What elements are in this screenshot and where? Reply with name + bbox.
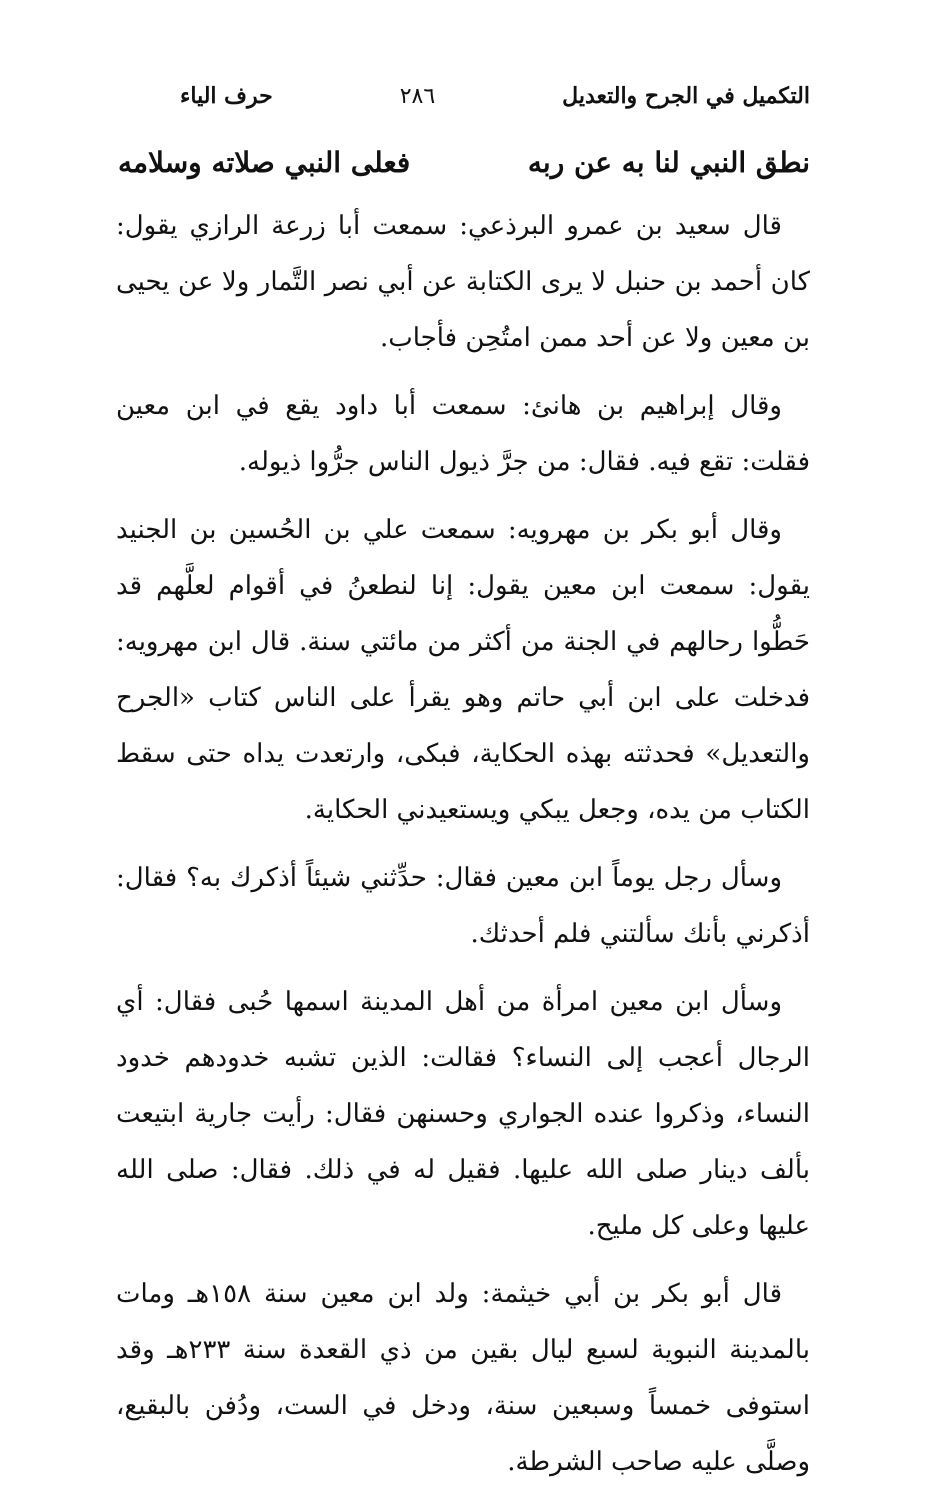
paragraph-1: قال سعيد بن عمرو البرذعي: سمعت أبا زرعة الرازي يقول: كان أحمد بن حنبل لا يرى الكتابة عن أبي نصر التَّمار ولا عن يحيى بن معين ولا عن أحد ممن امتُحِن فأجاب. [116,211,810,353]
paragraph-5: وسأل ابن معين امرأة من أهل المدينة اسمها حُبى فقال: أي الرجال أعجب إلى النساء؟ فقالت: الذين تشبه خدودهم خدود النساء، وذكروا عنده الجواري وحسنهن فقال: رأيت جارية ابتيعت بألف دينار صلى الله عليها. فقيل له في ذلك. فقال: صلى الله عليها وعلى كل مليح. [116,987,810,1241]
paragraph-6: قال أبو بكر بن أبي خيثمة: ولد ابن معين سنة ١٥٨هـ ومات بالمدينة النبوية لسبع ليال بقين من ذي القعدة سنة ٢٣٣هـ وقد استوفى خمساً وسبعين سنة، ودخل في الست، ودُفن بالبقيع، وصلَّى عليه صاحب الشرطة. [116,1279,810,1477]
book-title: التكميل في الجرح والتعديل [562,83,810,109]
body-text [116,198,810,1502]
section-title: حرف الياء [180,83,273,109]
paragraph-3: وقال أبو بكر بن مهرويه: سمعت علي بن الحُسين بن الجنيد يقول: سمعت ابن معين يقول: إنا لنطعنُ في أقوام لعلَّهم قد حَطُّوا رحالهم في الجنة من أكثر من مائتي سنة. قال ابن مهرويه: فدخلت على ابن أبي حاتم وهو يقرأ على الناس كتاب «الجرح والتعديل» فحدثته بهذه الحكاية، فبكى، وارتعدت يداه حتى سقط الكتاب من يده، وجعل يبكي ويستعيدني الحكاية. [116,515,810,825]
verse-hemistich-first: نطق النبي لنا به عن ربه [527,145,810,179]
verse-hemistich-second: فعلى النبي صلاته وسلامه [118,145,411,179]
paragraph-2: وقال إبراهيم بن هانئ: سمعت أبا داود يقع في ابن معين فقلت: تقع فيه. فقال: من جرَّ ذيول الناس جرُّوا ذيوله. [116,391,810,477]
paragraph-4: وسأل رجل يوماً ابن معين فقال: حدِّثني شيئاً أذكرك به؟ فقال: أذكرني بأنك سألتني فلم أحدثك. [116,863,810,949]
verse-line [118,138,810,186]
running-header [180,78,810,114]
page-number: ٢٨٦ [399,83,436,109]
